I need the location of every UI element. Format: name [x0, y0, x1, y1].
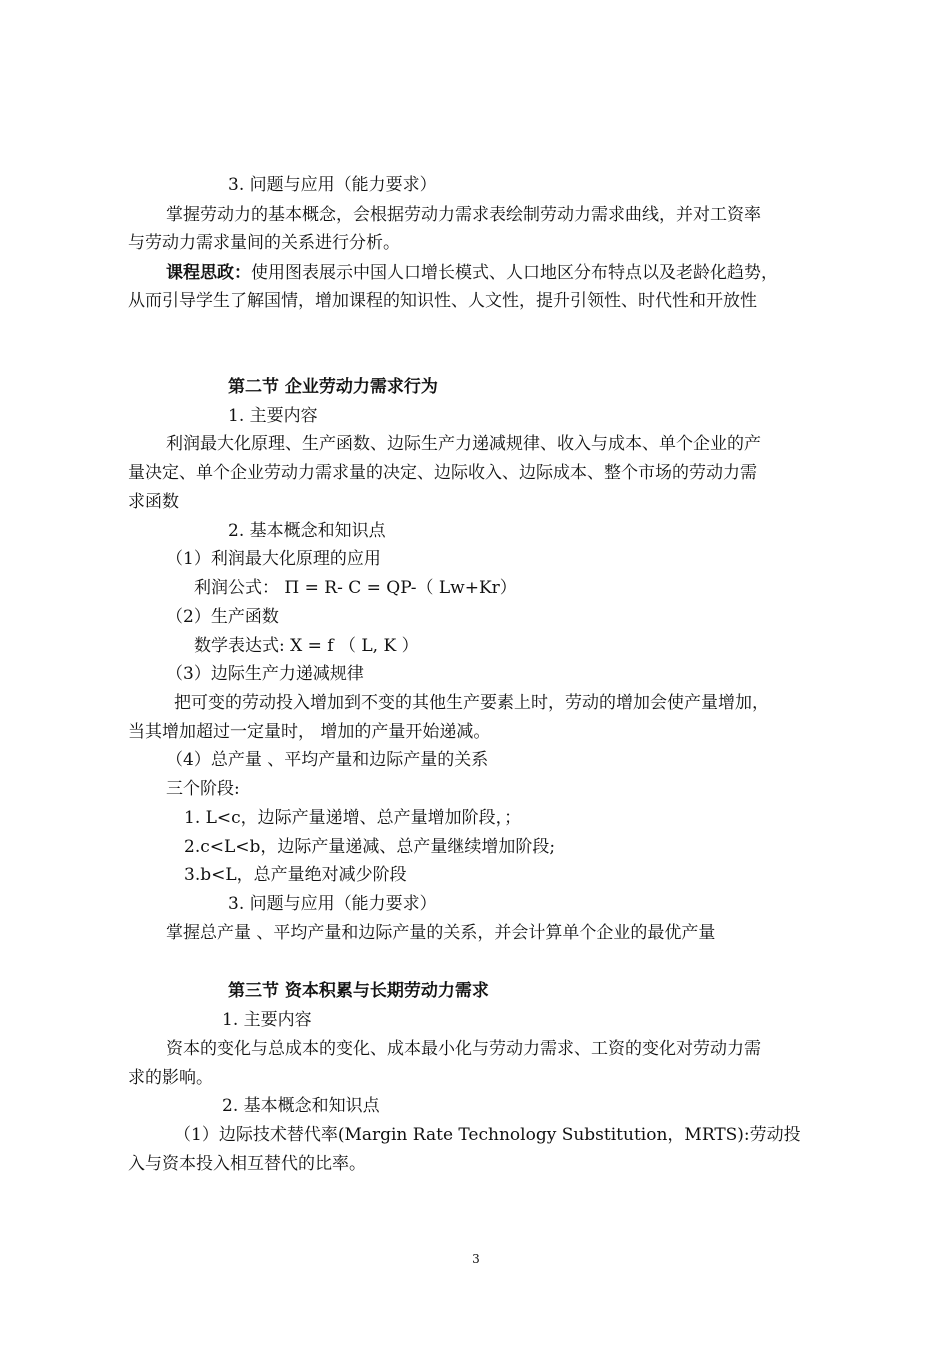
paragraph-line: （1）边际技术替代率(Margin Rate Technology Substitution，MRTS):劳动投 — [174, 1125, 801, 1145]
formula-line: 数学表达式: X = f （ L, K ） — [194, 636, 419, 656]
stage-item: 3.b<L，总产量绝对减少阶段 — [184, 865, 407, 885]
list-item: （4）总产量 、平均产量和边际产量的关系 — [166, 750, 489, 770]
paragraph-line: 三个阶段: — [166, 779, 240, 799]
ideology-text: 使用图表展示中国人口增长模式、人口地区分布特点以及老龄化趋势， — [251, 263, 778, 283]
paragraph-line: 量决定、单个企业劳动力需求量的决定、边际收入、边际成本、整个市场的劳动力需 — [128, 463, 757, 483]
subheading-main-content: 1. 主要内容 — [228, 406, 318, 426]
paragraph-line: 入与资本投入相互替代的比率。 — [128, 1154, 366, 1174]
ideology-label: 课程思政： — [166, 263, 251, 283]
stage-item: 2.c<L<b，边际产量递减、总产量继续增加阶段; — [184, 837, 556, 857]
section-heading: 第三节 资本积累与长期劳动力需求 — [228, 981, 489, 1001]
paragraph-line: 利润最大化原理、生产函数、边际生产力递减规律、收入与成本、单个企业的产 — [166, 434, 761, 454]
subheading-concepts: 2. 基本概念和知识点 — [228, 521, 386, 541]
paragraph-line: 掌握劳动力的基本概念，会根据劳动力需求表绘制劳动力需求曲线，并对工资率 — [166, 205, 761, 225]
paragraph-line: 掌握总产量 、平均产量和边际产量的关系，并会计算单个企业的最优产量 — [166, 923, 716, 943]
list-item: （2）生产函数 — [166, 607, 279, 627]
paragraph-line — [166, 261, 778, 285]
list-item: （3）边际生产力递减规律 — [166, 664, 364, 684]
section-heading: 第二节 企业劳动力需求行为 — [228, 377, 438, 397]
subheading-concepts: 2. 基本概念和知识点 — [222, 1096, 380, 1116]
paragraph-line: 资本的变化与总成本的变化、成本最小化与劳动力需求、工资的变化对劳动力需 — [166, 1039, 761, 1059]
list-item: （1）利润最大化原理的应用 — [166, 549, 381, 569]
paragraph-line: 当其增加超过一定量时， 增加的产量开始递减。 — [128, 722, 491, 742]
stage-item: 1. L<c，边际产量递增、总产量增加阶段，； — [184, 808, 522, 828]
paragraph-line: 把可变的劳动投入增加到不变的其他生产要素上时，劳动的增加会使产量增加， — [174, 693, 769, 713]
paragraph-line: 与劳动力需求量间的关系进行分析。 — [128, 233, 400, 253]
formula-line: 利润公式： Π = R- C = QP-（ Lw+Kr） — [194, 578, 517, 598]
subheading-problems-applications: 3. 问题与应用（能力要求） — [228, 175, 437, 195]
subheading-problems-applications: 3. 问题与应用（能力要求） — [228, 894, 437, 914]
page-number: 3 — [472, 1252, 480, 1266]
subheading-main-content: 1. 主要内容 — [222, 1010, 312, 1030]
paragraph-line: 从而引导学生了解国情，增加课程的知识性、人文性，提升引领性、时代性和开放性 — [128, 291, 757, 311]
paragraph-line: 求函数 — [128, 492, 179, 512]
paragraph-line: 求的影响。 — [128, 1068, 213, 1088]
